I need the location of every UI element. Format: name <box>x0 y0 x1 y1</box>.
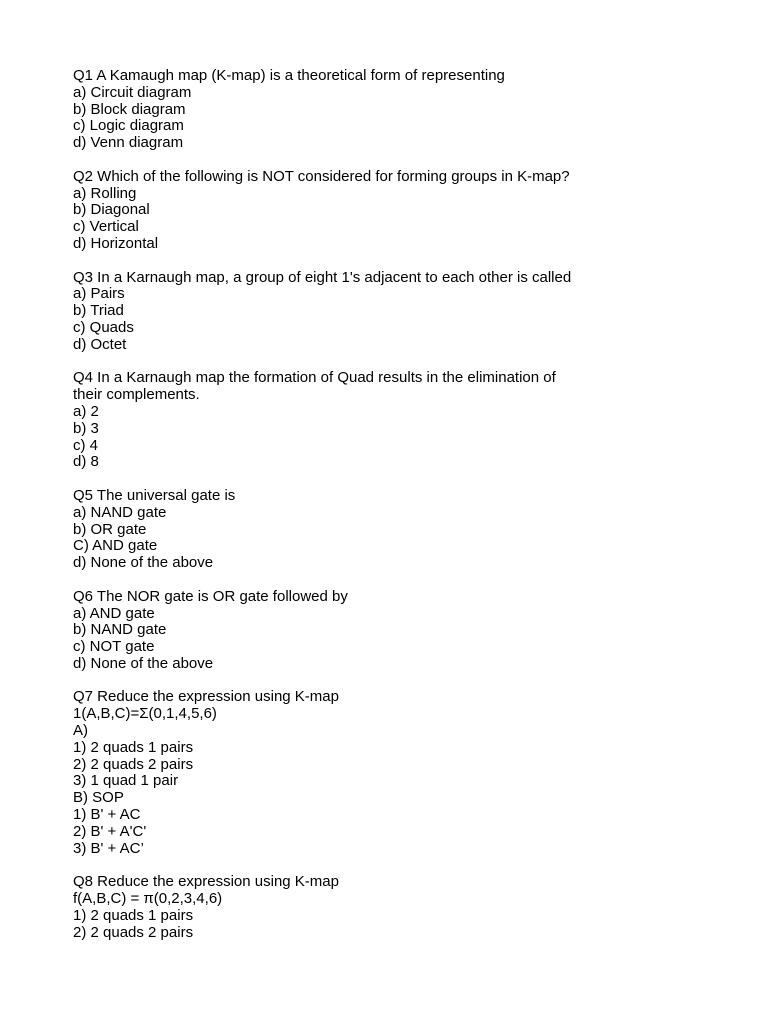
question-4-text-continued: their complements. <box>73 386 200 404</box>
question-4 <box>73 370 713 471</box>
question-8-option-2: 2) 2 quads 2 pairs <box>73 923 194 941</box>
question-1-text: Q1 A Kamaugh map (K-map) is a theoretical form of representing <box>73 67 505 84</box>
question-1-option-b: b) Block diagram <box>73 100 186 118</box>
question-3-option-c: c) Quads <box>73 318 134 336</box>
question-1-option-c: c) Logic diagram <box>73 117 184 135</box>
question-6-option-d: d) None of the above <box>73 654 214 672</box>
question-1 <box>73 68 713 152</box>
question-2-text: Q2 Which of the following is NOT considered for forming groups in K-map? <box>73 167 570 185</box>
document-page <box>73 68 713 958</box>
question-7-part-a-option-1: 1) 2 quads 1 pairs <box>73 738 194 756</box>
question-7 <box>73 689 713 857</box>
question-4-option-b: b) 3 <box>73 419 99 437</box>
question-2-option-a: a) Rolling <box>73 184 137 202</box>
question-4-option-d: d) 8 <box>73 453 99 471</box>
question-7-part-a-option-3: 3) 1 quad 1 pair <box>73 772 179 790</box>
question-6-option-b: b) NAND gate <box>73 621 167 639</box>
question-5-option-d: d) None of the above <box>73 554 214 572</box>
question-3-option-a: a) Pairs <box>73 285 125 303</box>
question-2-option-c: c) Vertical <box>73 218 139 236</box>
question-7-text: Q7 Reduce the expression using K-map <box>73 688 339 706</box>
question-4-text: Q4 In a Karnaugh map the formation of Quad results in the elimination of <box>73 369 556 387</box>
question-2-option-d: d) Horizontal <box>73 234 159 252</box>
question-6 <box>73 589 713 673</box>
question-5-option-a: a) NAND gate <box>73 503 167 521</box>
question-6-option-a: a) AND gate <box>73 604 155 622</box>
question-5 <box>73 488 713 572</box>
question-3-option-b: b) Triad <box>73 302 124 320</box>
question-8-expression: f(A,B,C) = π(0,2,3,4,6) <box>73 890 223 908</box>
question-5-text: Q5 The universal gate is <box>73 486 236 504</box>
question-7-part-b-option-1: 1) B' + AC <box>73 806 141 824</box>
question-5-option-c: C) AND gate <box>73 537 158 555</box>
question-7-part-a-label: A) <box>73 722 88 740</box>
question-7-part-b-option-2: 2) B' + A'C' <box>73 822 147 840</box>
question-3 <box>73 270 713 354</box>
question-2-option-b: b) Diagonal <box>73 201 150 219</box>
question-8-text: Q8 Reduce the expression using K-map <box>73 873 339 891</box>
question-7-part-b-label: B) SOP <box>73 789 124 807</box>
question-7-part-b-option-3: 3) B' + AC’ <box>73 839 144 857</box>
question-3-text: Q3 In a Karnaugh map, a group of eight 1's adjacent to each other is called <box>73 268 572 286</box>
question-8-option-1: 1) 2 quads 1 pairs <box>73 906 194 924</box>
question-7-part-a-option-2: 2) 2 quads 2 pairs <box>73 755 194 773</box>
question-5-option-b: b) OR gate <box>73 520 147 538</box>
question-6-option-c: c) NOT gate <box>73 638 155 656</box>
question-3-option-d: d) Octet <box>73 335 127 353</box>
question-1-option-d: d) Venn diagram <box>73 134 184 152</box>
question-4-option-a: a) 2 <box>73 402 99 420</box>
question-8 <box>73 874 713 941</box>
question-4-option-c: c) 4 <box>73 436 99 454</box>
question-6-text: Q6 The NOR gate is OR gate followed by <box>73 587 348 605</box>
question-7-expression: 1(A,B,C)=Σ(0,1,4,5,6) <box>73 705 217 723</box>
question-2 <box>73 169 713 253</box>
question-1-option-a: a) Circuit diagram <box>73 83 192 101</box>
